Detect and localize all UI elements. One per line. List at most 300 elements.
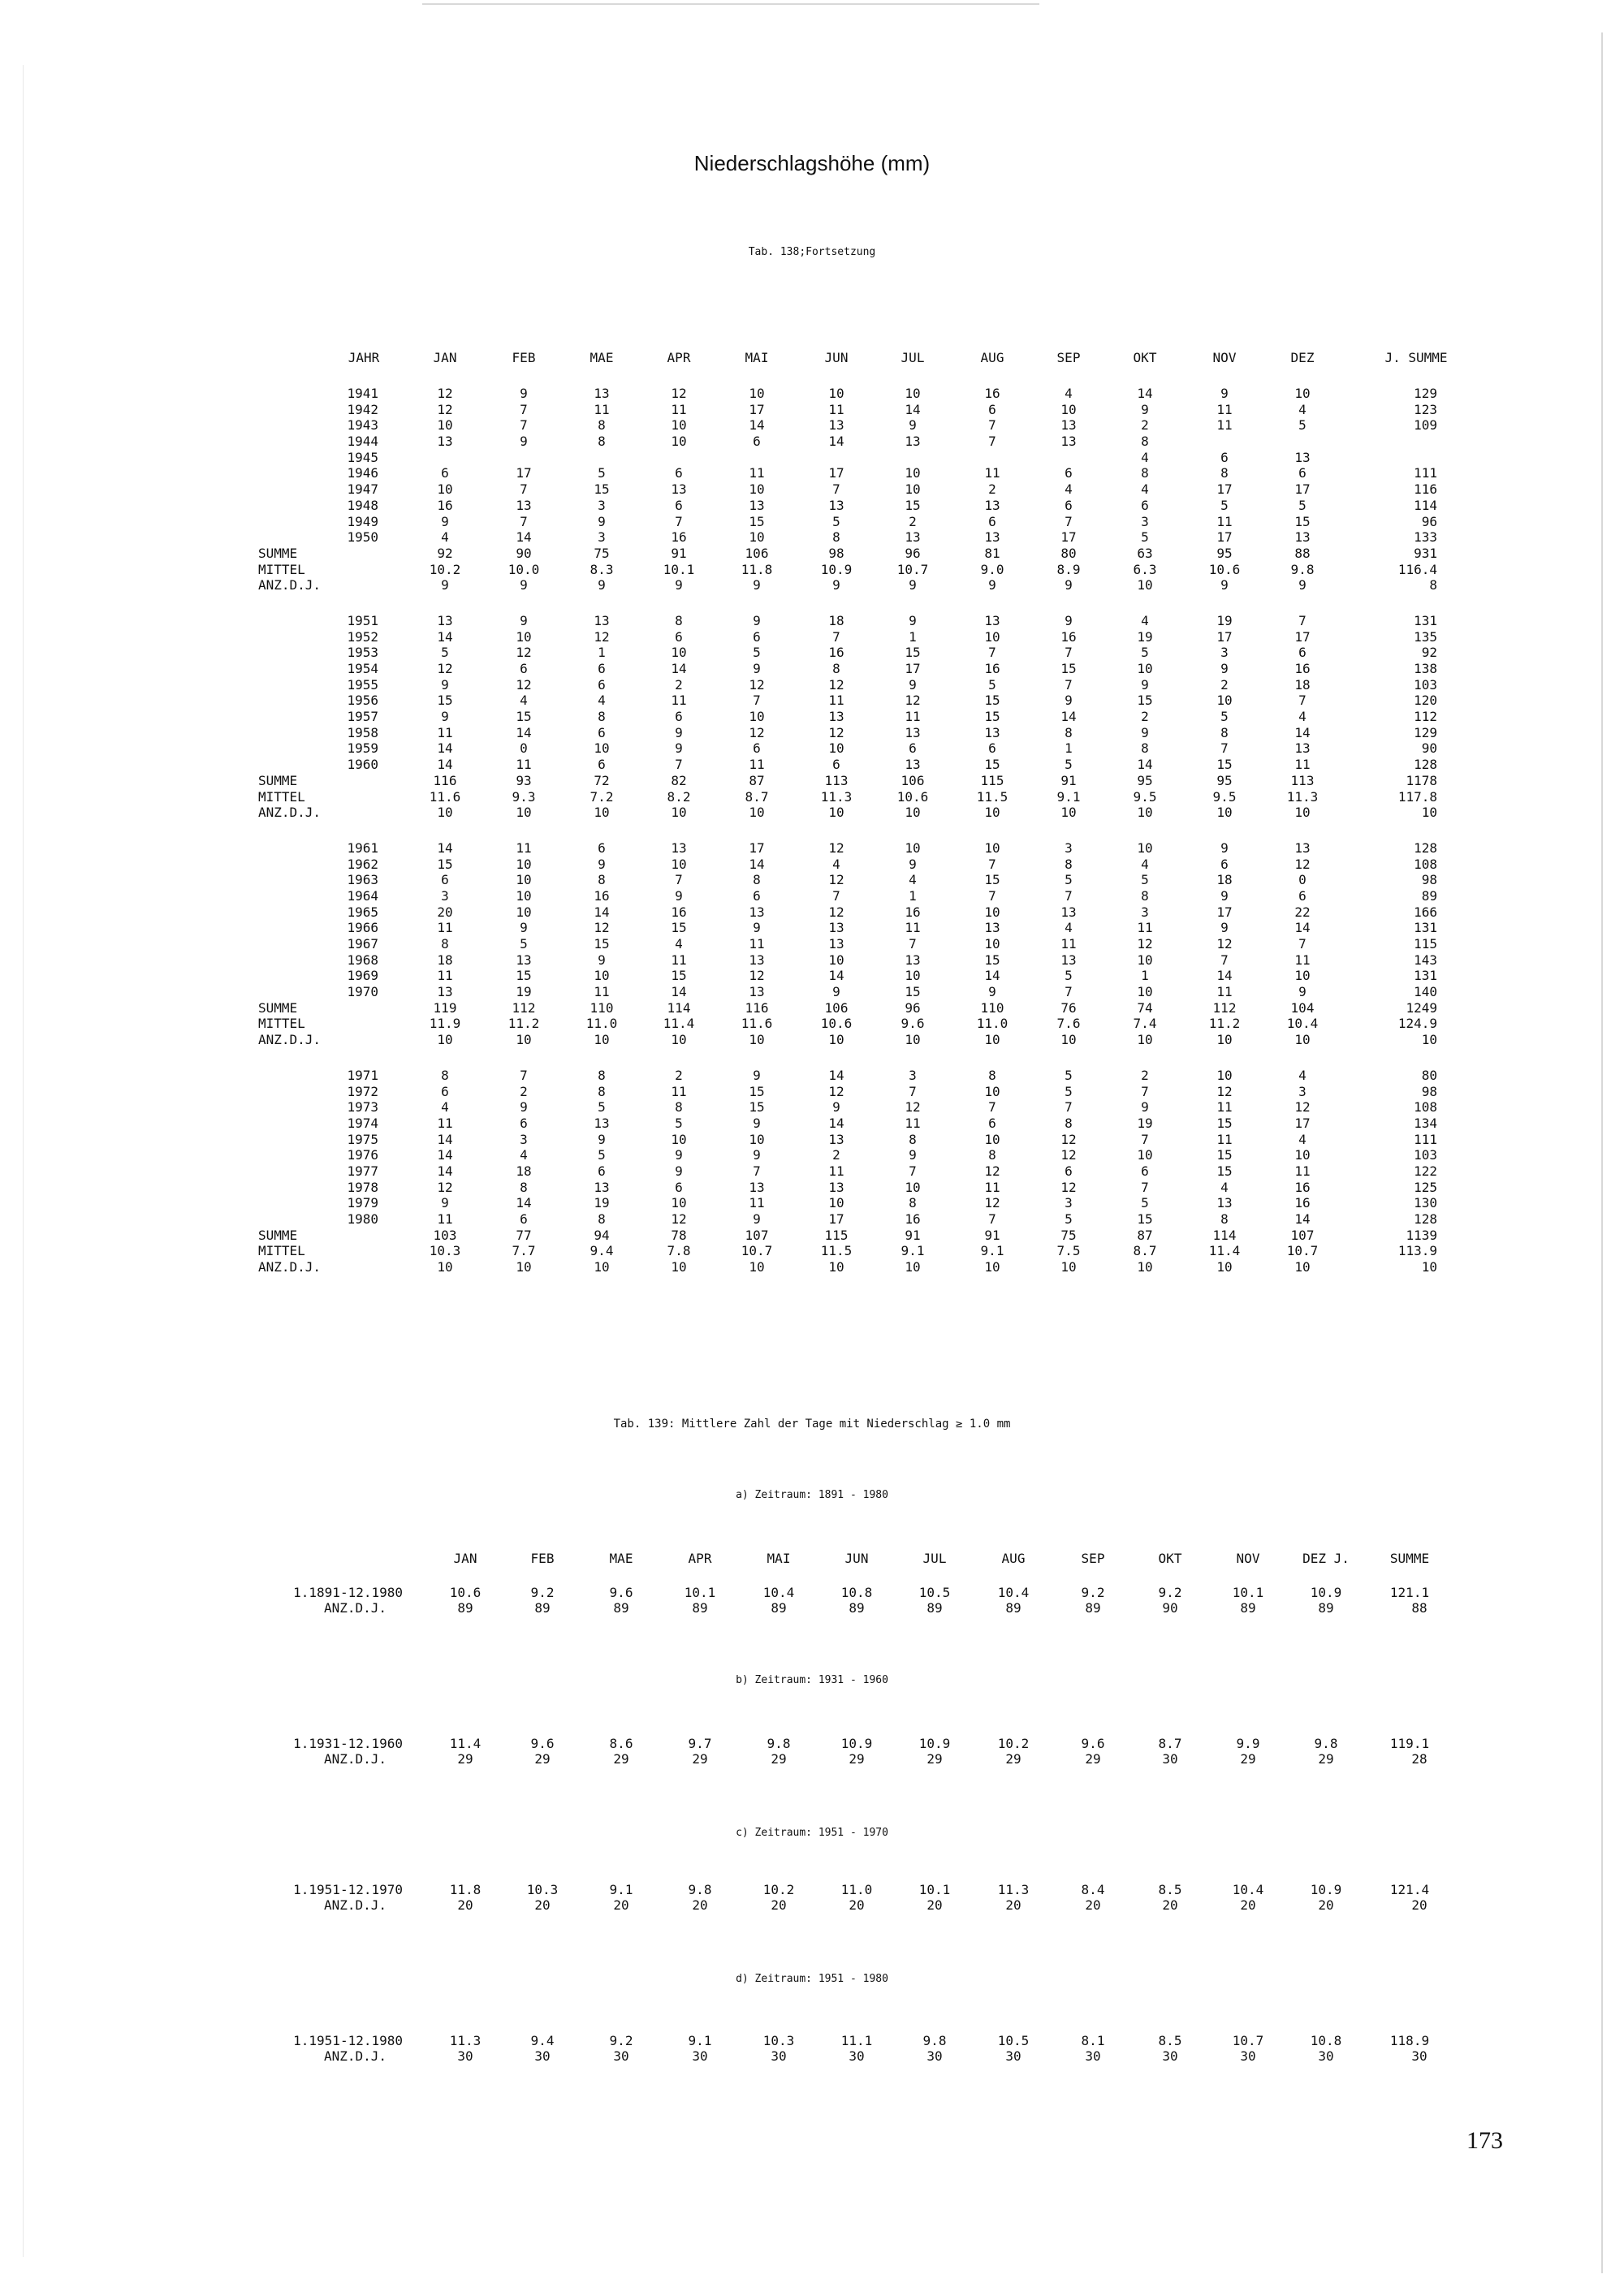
value-cell: 7 bbox=[1298, 936, 1307, 952]
value-cell: 12 bbox=[437, 661, 453, 676]
value-cell: 12 bbox=[1137, 936, 1153, 952]
value-cell: 4 bbox=[1065, 481, 1073, 498]
column-header: APR bbox=[667, 350, 691, 365]
value-cell: 10 bbox=[437, 481, 453, 498]
value-cell: 9 bbox=[1220, 839, 1229, 856]
count-cell: 30 bbox=[926, 2048, 943, 2064]
value-cell: 9 bbox=[1141, 724, 1149, 740]
value-cell: 2 bbox=[1141, 1067, 1149, 1083]
value-cell: 13 bbox=[984, 920, 1000, 936]
value-cell: 9 bbox=[1220, 661, 1229, 676]
value-cell: 12 bbox=[905, 693, 921, 709]
value-cell: 11 bbox=[671, 693, 687, 709]
value-cell: 9 bbox=[441, 513, 449, 529]
table-row bbox=[0, 677, 1624, 693]
value-cell: 128 bbox=[1414, 757, 1437, 773]
value-cell: 10 bbox=[828, 740, 844, 757]
value-cell: 13 bbox=[984, 612, 1000, 628]
value-cell: 7 bbox=[909, 1083, 917, 1099]
table-row bbox=[0, 629, 1624, 645]
value-cell: 7 bbox=[520, 1067, 528, 1083]
year-cell: 1962 bbox=[347, 856, 378, 872]
value-cell: 18 bbox=[437, 952, 453, 968]
value-cell: 14 bbox=[1294, 1211, 1311, 1227]
value-cell: 13 bbox=[594, 1115, 610, 1131]
value-cell: 6 bbox=[988, 513, 996, 529]
value-cell: 15 bbox=[594, 936, 610, 952]
summary-value: 10.7 bbox=[741, 1243, 773, 1259]
summary-value: 104 bbox=[1290, 999, 1315, 1016]
value-cell: 8 bbox=[598, 1083, 606, 1099]
year-cell: 1974 bbox=[347, 1115, 378, 1131]
value-cell: 6 bbox=[598, 757, 606, 773]
value-cell: 13 bbox=[437, 434, 453, 450]
value-cell: 13 bbox=[828, 936, 844, 952]
value-cell: 13 bbox=[749, 984, 765, 1000]
value-cell: 13 bbox=[749, 904, 765, 920]
year-cell: 1945 bbox=[347, 449, 378, 465]
value-cell: 3 bbox=[1141, 904, 1149, 920]
value-cell: 11 bbox=[1216, 1131, 1233, 1147]
value-cell: 12 bbox=[594, 628, 610, 645]
value-cell: 7 bbox=[1065, 676, 1073, 693]
value-cell: 135 bbox=[1414, 628, 1437, 645]
value-cell: 9 bbox=[753, 920, 761, 936]
table-row bbox=[0, 1195, 1624, 1211]
value-cell: 9 bbox=[520, 612, 528, 628]
value-cell: 4 bbox=[1065, 920, 1073, 936]
value-cell: 6 bbox=[675, 465, 683, 481]
value-cell: 10 bbox=[905, 839, 921, 856]
year-cell: 1961 bbox=[347, 839, 378, 856]
summary-value: 9.4 bbox=[590, 1243, 614, 1259]
year-cell: 1959 bbox=[347, 740, 378, 757]
value-cell: 13 bbox=[1294, 740, 1311, 757]
summary-value: 96 bbox=[905, 999, 921, 1016]
summary-value: 113 bbox=[824, 772, 849, 788]
value-cell: 11 bbox=[594, 984, 610, 1000]
value-cell: 8 bbox=[988, 1067, 996, 1083]
value-cell: 11 bbox=[671, 1083, 687, 1099]
value-cell: 9 bbox=[598, 856, 606, 872]
value-cell: 129 bbox=[1414, 724, 1437, 740]
value-cell: 14 bbox=[594, 904, 610, 920]
value-cell: 6 bbox=[675, 709, 683, 725]
value-cell: 13 bbox=[1060, 434, 1077, 450]
value-cell: 5 bbox=[1141, 872, 1149, 888]
column-header: J. SUMME bbox=[1384, 350, 1448, 365]
value-cell: 10 bbox=[516, 872, 532, 888]
table-row bbox=[0, 1180, 1624, 1196]
year-cell: 1977 bbox=[347, 1163, 378, 1179]
value-cell: 11 bbox=[984, 465, 1000, 481]
count-cell: 89 bbox=[1240, 1600, 1256, 1616]
count-cell: 20 bbox=[534, 1897, 551, 1913]
value-cell: 13 bbox=[984, 724, 1000, 740]
value-cell: 7 bbox=[909, 1163, 917, 1179]
value-cell: 10 bbox=[749, 1131, 765, 1147]
value-cell: 7 bbox=[520, 401, 528, 417]
value-cell: 10 bbox=[516, 628, 532, 645]
value-cell: 13 bbox=[828, 1131, 844, 1147]
count-cell: 20 bbox=[1005, 1897, 1021, 1913]
value-cell: 9 bbox=[909, 676, 917, 693]
value-cell: 131 bbox=[1414, 612, 1437, 628]
column-header: MAE bbox=[609, 1551, 633, 1566]
value-cell: 10 bbox=[594, 968, 610, 984]
summary-value: 9.1 bbox=[980, 1243, 1004, 1259]
summary-value: 9.5 bbox=[1212, 788, 1237, 805]
summary-value: 106 bbox=[824, 999, 849, 1016]
value-cell: 14 bbox=[1294, 724, 1311, 740]
table-row bbox=[0, 725, 1624, 741]
value-cell: 108 bbox=[1414, 1099, 1437, 1116]
summary-value: 96 bbox=[905, 545, 921, 561]
value-cell: 6 bbox=[1065, 1163, 1073, 1179]
count-cell: 30 bbox=[771, 2048, 787, 2064]
value-cell: 14 bbox=[984, 968, 1000, 984]
value-cell: 129 bbox=[1414, 386, 1437, 401]
column-header: JAN bbox=[453, 1551, 477, 1566]
summary-row bbox=[0, 773, 1624, 789]
count-cell: 89 bbox=[613, 1600, 629, 1616]
value-cell: 128 bbox=[1414, 1211, 1437, 1227]
value-cell: 16 bbox=[1294, 1179, 1311, 1195]
value-cell: 9.1 bbox=[688, 2033, 712, 2048]
value-cell: 10 bbox=[594, 740, 610, 757]
value-cell: 11 bbox=[749, 465, 765, 481]
value-cell: 9.2 bbox=[609, 2033, 633, 2048]
value-cell: 16 bbox=[437, 497, 453, 513]
count-cell: 30 bbox=[1162, 1751, 1178, 1767]
value-cell: 9.2 bbox=[1158, 1585, 1182, 1600]
value-cell: 11 bbox=[984, 1179, 1000, 1195]
value-cell: 8 bbox=[832, 529, 840, 546]
value-cell: 9 bbox=[1065, 693, 1073, 709]
count-cell: 20 bbox=[457, 1897, 473, 1913]
value-cell: 9 bbox=[520, 386, 528, 401]
value-cell: 11 bbox=[905, 709, 921, 725]
column-header: JUN bbox=[824, 350, 849, 365]
summary-value: 10 bbox=[1216, 1032, 1233, 1048]
value-cell: 103 bbox=[1414, 1147, 1437, 1163]
summary-value: 9.8 bbox=[1290, 561, 1315, 577]
value-cell: 5 bbox=[598, 1147, 606, 1163]
value-cell: 12 bbox=[516, 676, 532, 693]
value-cell: 8.6 bbox=[609, 1736, 633, 1751]
summary-value: 10.3 bbox=[429, 1243, 461, 1259]
value-cell: 7 bbox=[753, 1163, 761, 1179]
column-header: JUL bbox=[922, 1551, 947, 1566]
summary-value: 88 bbox=[1294, 545, 1311, 561]
value-cell: 2 bbox=[1220, 676, 1229, 693]
year-cell: 1958 bbox=[347, 724, 378, 740]
value-cell: 12 bbox=[1216, 1083, 1233, 1099]
value-cell: 13 bbox=[828, 1179, 844, 1195]
value-cell: 3 bbox=[1065, 839, 1073, 856]
summary-value: 8.3 bbox=[590, 561, 614, 577]
value-cell: 13 bbox=[1294, 529, 1311, 546]
value-cell: 13 bbox=[516, 497, 532, 513]
value-cell: 15 bbox=[671, 968, 687, 984]
summary-value: 82 bbox=[671, 772, 687, 788]
count-cell: 29 bbox=[613, 1751, 629, 1767]
table-row bbox=[0, 498, 1624, 514]
summary-value: 11.8 bbox=[741, 561, 773, 577]
summary-value: 10 bbox=[516, 1032, 532, 1048]
value-cell: 7 bbox=[1065, 887, 1073, 904]
summary-value: 11.0 bbox=[976, 1016, 1009, 1032]
summary-value: 10 bbox=[1216, 805, 1233, 821]
summary-label: MITTEL bbox=[258, 561, 305, 577]
value-cell: 14 bbox=[516, 724, 532, 740]
value-cell: 6 bbox=[441, 465, 449, 481]
summary-value: 9 bbox=[520, 577, 528, 593]
tab138-table bbox=[0, 350, 1624, 1295]
value-cell: 9 bbox=[598, 513, 606, 529]
value-cell: 10 bbox=[905, 465, 921, 481]
summary-value: 10.9 bbox=[820, 561, 853, 577]
value-cell: 14 bbox=[828, 1115, 844, 1131]
value-cell: 17 bbox=[1294, 1115, 1311, 1131]
value-cell: 15 bbox=[1137, 693, 1153, 709]
value-cell: 108 bbox=[1414, 856, 1437, 872]
summary-value: 10 bbox=[1421, 1032, 1437, 1048]
summary-value: 115 bbox=[824, 1227, 849, 1243]
value-cell: 9 bbox=[441, 676, 449, 693]
value-cell: 16 bbox=[671, 904, 687, 920]
count-cell: 30 bbox=[1162, 2048, 1178, 2064]
year-cell: 1943 bbox=[347, 417, 378, 434]
summary-value: 10 bbox=[984, 1259, 1000, 1275]
summary-value: 63 bbox=[1137, 545, 1153, 561]
value-cell: 5 bbox=[1065, 872, 1073, 888]
value-cell: 2 bbox=[1141, 417, 1149, 434]
value-cell: 9 bbox=[909, 1147, 917, 1163]
value-cell: 8 bbox=[520, 1179, 528, 1195]
value-cell: 7 bbox=[909, 936, 917, 952]
value-cell: 16 bbox=[671, 529, 687, 546]
value-cell: 9 bbox=[675, 1163, 683, 1179]
value-cell: 121.4 bbox=[1389, 1882, 1430, 1897]
value-cell: 15 bbox=[984, 952, 1000, 968]
value-cell: 12 bbox=[437, 401, 453, 417]
column-header: SEP bbox=[1081, 1551, 1105, 1566]
summary-value: 10 bbox=[749, 805, 765, 821]
value-cell: 11 bbox=[905, 920, 921, 936]
value-cell: 14 bbox=[1294, 920, 1311, 936]
value-cell: 13 bbox=[828, 709, 844, 725]
value-cell: 9.8 bbox=[688, 1882, 712, 1897]
value-cell: 9.8 bbox=[767, 1736, 791, 1751]
column-header: MAI bbox=[745, 350, 769, 365]
value-cell: 17 bbox=[1060, 529, 1077, 546]
summary-value: 10 bbox=[594, 805, 610, 821]
value-cell: 17 bbox=[1294, 628, 1311, 645]
summary-value: 11.6 bbox=[741, 1016, 773, 1032]
table-row bbox=[0, 386, 1624, 402]
summary-value: 90 bbox=[516, 545, 532, 561]
value-cell: 8 bbox=[909, 1195, 917, 1211]
year-cell: 1967 bbox=[347, 936, 378, 952]
summary-value: 7.4 bbox=[1133, 1016, 1157, 1032]
value-cell: 15 bbox=[905, 497, 921, 513]
value-cell: 4 bbox=[1065, 386, 1073, 401]
summary-value: 95 bbox=[1137, 772, 1153, 788]
value-cell: 9 bbox=[520, 1099, 528, 1116]
summary-value: 1249 bbox=[1406, 999, 1437, 1016]
value-cell: 11 bbox=[1294, 952, 1311, 968]
value-cell: 10.9 bbox=[918, 1736, 951, 1751]
value-cell: 98 bbox=[1421, 872, 1437, 888]
summary-value: 10 bbox=[1060, 805, 1077, 821]
value-cell: 6 bbox=[675, 628, 683, 645]
column-header: JAN bbox=[433, 350, 457, 365]
value-cell: 13 bbox=[828, 920, 844, 936]
year-cell: 1969 bbox=[347, 968, 378, 984]
table-row bbox=[0, 757, 1624, 773]
summary-label: MITTEL bbox=[258, 788, 305, 805]
value-cell: 6 bbox=[441, 1083, 449, 1099]
summary-value: 72 bbox=[594, 772, 610, 788]
value-cell: 7 bbox=[1298, 612, 1307, 628]
value-cell: 14 bbox=[516, 529, 532, 546]
value-cell: 20 bbox=[437, 904, 453, 920]
count-cell: 30 bbox=[613, 2048, 629, 2064]
value-cell: 8 bbox=[1141, 434, 1149, 450]
table-row bbox=[0, 450, 1624, 466]
column-header: JAHR bbox=[348, 350, 380, 365]
summary-value: 10 bbox=[905, 1032, 921, 1048]
value-cell: 9 bbox=[598, 1131, 606, 1147]
value-cell: 11 bbox=[671, 401, 687, 417]
value-cell: 10.6 bbox=[449, 1585, 482, 1600]
value-cell: 6 bbox=[1298, 887, 1307, 904]
value-cell: 14 bbox=[671, 661, 687, 676]
summary-value: 10.0 bbox=[508, 561, 540, 577]
value-cell: 9 bbox=[832, 1099, 840, 1116]
value-cell: 5 bbox=[1220, 709, 1229, 725]
period-heading: d) Zeitraum: 1951 - 1980 bbox=[736, 1973, 888, 1985]
value-cell: 15 bbox=[984, 693, 1000, 709]
summary-value: 94 bbox=[594, 1227, 610, 1243]
table-row bbox=[0, 1099, 1624, 1116]
value-cell: 11.8 bbox=[449, 1882, 482, 1897]
value-cell: 10 bbox=[984, 1131, 1000, 1147]
table-row bbox=[0, 481, 1624, 498]
summary-value: 11.4 bbox=[663, 1016, 695, 1032]
year-cell: 1978 bbox=[347, 1179, 378, 1195]
summary-value: 9 bbox=[1298, 577, 1307, 593]
summary-value: 1139 bbox=[1406, 1227, 1437, 1243]
value-cell: 12 bbox=[1294, 1099, 1311, 1116]
summary-value: 9 bbox=[909, 577, 917, 593]
value-cell: 12 bbox=[437, 386, 453, 401]
count-cell: 30 bbox=[1005, 2048, 1021, 2064]
period-label: 1.1951-12.1970 bbox=[293, 1882, 403, 1897]
value-cell: 13 bbox=[671, 481, 687, 498]
table-row bbox=[0, 402, 1624, 418]
value-cell: 19 bbox=[594, 1195, 610, 1211]
value-cell: 8 bbox=[598, 434, 606, 450]
year-cell: 1950 bbox=[347, 529, 378, 546]
value-cell: 7 bbox=[520, 417, 528, 434]
value-cell: 16 bbox=[905, 904, 921, 920]
value-cell: 15 bbox=[749, 1099, 765, 1116]
value-cell: 2 bbox=[988, 481, 996, 498]
summary-value: 112 bbox=[512, 999, 536, 1016]
value-cell: 134 bbox=[1414, 1115, 1437, 1131]
summary-value: 8.9 bbox=[1056, 561, 1081, 577]
table-row bbox=[0, 529, 1624, 546]
count-cell: 20 bbox=[692, 1897, 708, 1913]
value-cell: 10.1 bbox=[918, 1882, 951, 1897]
summary-value: 103 bbox=[433, 1227, 457, 1243]
summary-value: 115 bbox=[980, 772, 1004, 788]
value-cell: 10 bbox=[1060, 401, 1077, 417]
value-cell: 12 bbox=[1060, 1179, 1077, 1195]
value-cell: 8 bbox=[909, 1131, 917, 1147]
value-cell: 10 bbox=[671, 856, 687, 872]
summary-value: 10 bbox=[594, 1259, 610, 1275]
summary-value: 87 bbox=[1137, 1227, 1153, 1243]
value-cell: 11 bbox=[749, 936, 765, 952]
column-header: MAI bbox=[767, 1551, 791, 1566]
value-cell: 133 bbox=[1414, 529, 1437, 546]
count-cell: 30 bbox=[849, 2048, 865, 2064]
summary-value: 10 bbox=[749, 1259, 765, 1275]
value-cell: 4 bbox=[441, 1099, 449, 1116]
value-cell: 10.5 bbox=[997, 2033, 1030, 2048]
value-cell: 4 bbox=[1141, 612, 1149, 628]
summary-value: 11.0 bbox=[585, 1016, 618, 1032]
value-cell: 12 bbox=[749, 724, 765, 740]
value-cell: 14 bbox=[828, 434, 844, 450]
value-cell: 11 bbox=[905, 1115, 921, 1131]
value-cell: 8 bbox=[753, 872, 761, 888]
summary-value: 9.1 bbox=[901, 1243, 925, 1259]
value-cell: 10.2 bbox=[997, 1736, 1030, 1751]
value-cell: 9.6 bbox=[1081, 1736, 1105, 1751]
column-header: DEZ bbox=[1290, 350, 1315, 365]
value-cell: 7 bbox=[520, 513, 528, 529]
summary-value: 107 bbox=[1290, 1227, 1315, 1243]
value-cell: 14 bbox=[1216, 968, 1233, 984]
summary-value: 114 bbox=[1212, 1227, 1237, 1243]
summary-value: 10.7 bbox=[896, 561, 929, 577]
count-cell: 89 bbox=[849, 1600, 865, 1616]
column-header: NOV bbox=[1212, 350, 1237, 365]
column-header: OKT bbox=[1133, 350, 1157, 365]
value-cell: 10 bbox=[984, 904, 1000, 920]
value-cell: 8.4 bbox=[1081, 1882, 1105, 1897]
value-cell: 11 bbox=[1294, 1163, 1311, 1179]
count-cell: 20 bbox=[1318, 1897, 1334, 1913]
summary-value: 9.1 bbox=[1056, 788, 1081, 805]
summary-value: 116 bbox=[745, 999, 769, 1016]
value-cell: 92 bbox=[1421, 645, 1437, 661]
year-cell: 1946 bbox=[347, 465, 378, 481]
value-cell: 13 bbox=[594, 612, 610, 628]
value-cell: 7 bbox=[1141, 1179, 1149, 1195]
value-cell: 14 bbox=[1137, 757, 1153, 773]
summary-value: 8 bbox=[1429, 577, 1437, 593]
value-cell: 15 bbox=[749, 1083, 765, 1099]
value-cell: 19 bbox=[1137, 1115, 1153, 1131]
value-cell: 11 bbox=[1294, 757, 1311, 773]
value-cell: 10.9 bbox=[1310, 1585, 1342, 1600]
value-cell: 5 bbox=[1141, 1195, 1149, 1211]
